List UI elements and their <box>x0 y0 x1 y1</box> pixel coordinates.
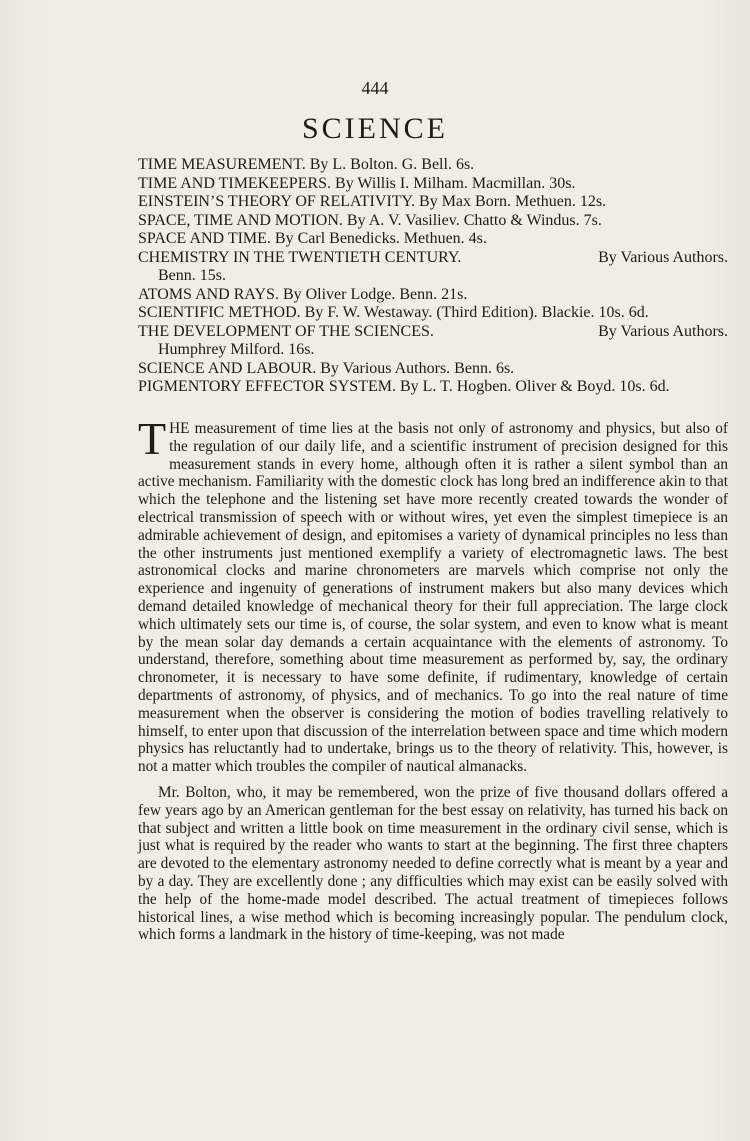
book-title: EINSTEIN’S THEORY OF RELATIVITY. <box>138 193 416 210</box>
book-entry <box>138 323 728 360</box>
book-author: By A. V. Vasiliev. <box>346 211 460 229</box>
book-title: TIME MEASUREMENT. <box>138 156 306 173</box>
book-publisher: Benn. <box>454 359 492 377</box>
book-entry <box>138 304 728 323</box>
book-entry <box>138 193 728 212</box>
book-price: 10s. 6d. <box>598 304 649 321</box>
book-author: By L. Bolton. <box>309 156 398 173</box>
book-author: By L. T. Hogben. <box>399 378 512 395</box>
book-author: By Various Authors. <box>598 248 728 266</box>
book-entry <box>138 175 728 194</box>
paragraph <box>138 784 728 944</box>
book-publisher: Benn. <box>399 285 438 303</box>
book-author: By Carl Benedicks. <box>274 230 400 247</box>
book-entry <box>138 378 728 397</box>
book-entry <box>138 249 728 286</box>
drop-cap: T <box>138 413 167 464</box>
book-price: 10s. 6d. <box>619 378 670 395</box>
paragraph-text: Mr. Bolton, who, it may be remembered, won the prize of five thousand dollars offered a few years ago by an American gentleman for the best essay on relativity, has turned his back on that subject and written a little book on time measurement in the ordinary civil sense, which is just what is required by the reader who wants to start at the beginning. The first three chapters are devoted to the elementary astronomy needed to define correctly what is meant by a year and by a day. They are excellently done ; any difficulties which may exist can be easily solved with the help of the home-made model described. The actual treatment of timepieces follows historical lines, a wise method which is becoming increasingly popular. The pendulum clock, which forms a landmark in the history of time-keeping, was not made <box>138 783 728 944</box>
book-author: By Various Authors. <box>598 322 728 340</box>
book-price: 30s. <box>549 174 576 192</box>
book-list <box>138 156 728 397</box>
paragraph-text: HE measurement of time lies at the basis not only of astronomy and physics, but also of the regulation of our daily life, and a scientific instrument of precision designed for this measurement stands in every home, although often it is rather a silent symbol than an active mechanism. Familiarity with the domestic clock has long bred an indifference akin to that which the telephone and the listening set have more recently created towards the wonder of electrical transmission of speech with or without wires, yet even the simplest timepiece is an admirable achievement of design, and epitomises a variety of dynamical principles no less than the other instruments just mentioned exemplify a variety of electromagnetic laws. The best astronomical clocks and marine chronometers are marvels which comprise not only the experience and ingenuity of generations of instrument makers but also many devices which demand detailed knowledge of mechanical theory for their full appreciation. The large clock which ultimately sets our time is, of course, the solar system, and even to know what is meant by the mean solar day demands a certain acquaintance with the elements of astronomy. To understand, therefore, something about time measurement as performed by, say, the ordinary chronometer, it is necessary to have some definite, if rudimentary, knowledge of certain departments of astronomy, of physics, and of mechanics. To go into the real nature of time measurement when the observer is considering the motion of bodies travelling relatively to himself, to enter upon that discussion of the interrelation between space and time which modern physics has reluctantly had to undertake, brings us to the theory of relativity. This, however, is not a matter which troubles the compiler of nautical almanacks. <box>138 420 728 776</box>
book-entry <box>138 212 728 231</box>
book-title: SCIENCE AND LABOUR. <box>138 359 317 377</box>
book-author: By F. W. Westaway. <box>304 304 433 321</box>
book-title: SPACE AND TIME. <box>138 230 271 247</box>
book-entry <box>138 156 728 175</box>
book-publisher: Methuen. <box>403 230 465 247</box>
book-publisher: Macmillan. <box>471 174 546 192</box>
section-title: SCIENCE <box>301 112 448 145</box>
book-publisher: Methuen. <box>515 193 576 210</box>
book-publisher: Humphrey Milford. <box>158 341 285 358</box>
book-price: 15s. <box>199 267 227 284</box>
book-publisher: G. Bell. <box>401 156 452 173</box>
book-entry <box>138 360 728 379</box>
book-entry <box>138 286 728 305</box>
book-price: 6s. <box>455 156 475 173</box>
book-title: SCIENTIFIC METHOD. <box>138 304 301 321</box>
article-body <box>138 413 728 952</box>
book-publisher: Benn. <box>158 267 196 284</box>
book-author: By Oliver Lodge. <box>282 285 396 303</box>
page-number: 444 <box>361 78 389 98</box>
book-price: 21s. <box>441 285 468 303</box>
book-author: By Max Born. <box>419 193 512 210</box>
book-author: By Various Authors. <box>320 359 451 377</box>
book-price: 16s. <box>288 341 315 358</box>
book-price: 6s. <box>495 359 515 377</box>
book-author: By Willis I. Milham. <box>335 174 468 192</box>
paragraph <box>138 413 728 776</box>
book-title: SPACE, TIME AND MOTION. <box>138 211 343 229</box>
book-entry <box>138 230 728 249</box>
book-price: 7s. <box>583 211 602 229</box>
book-title: CHEMISTRY IN THE TWENTIETH CENTURY. <box>138 248 462 266</box>
book-price: 4s. <box>468 230 487 247</box>
book-title: ATOMS AND RAYS. <box>138 285 279 303</box>
book-title: PIGMENTORY EFFECTOR SYSTEM. <box>138 378 396 395</box>
book-title: THE DEVELOPMENT OF THE SCIENCES. <box>138 322 434 340</box>
book-publisher: Oliver & Boyd. <box>515 378 616 395</box>
book-price: 12s. <box>579 193 607 210</box>
book-publisher: (Third Edition). Blackie. <box>436 304 595 321</box>
book-publisher: Chatto & Windus. <box>463 211 580 229</box>
book-title: TIME AND TIMEKEEPERS. <box>138 174 332 192</box>
